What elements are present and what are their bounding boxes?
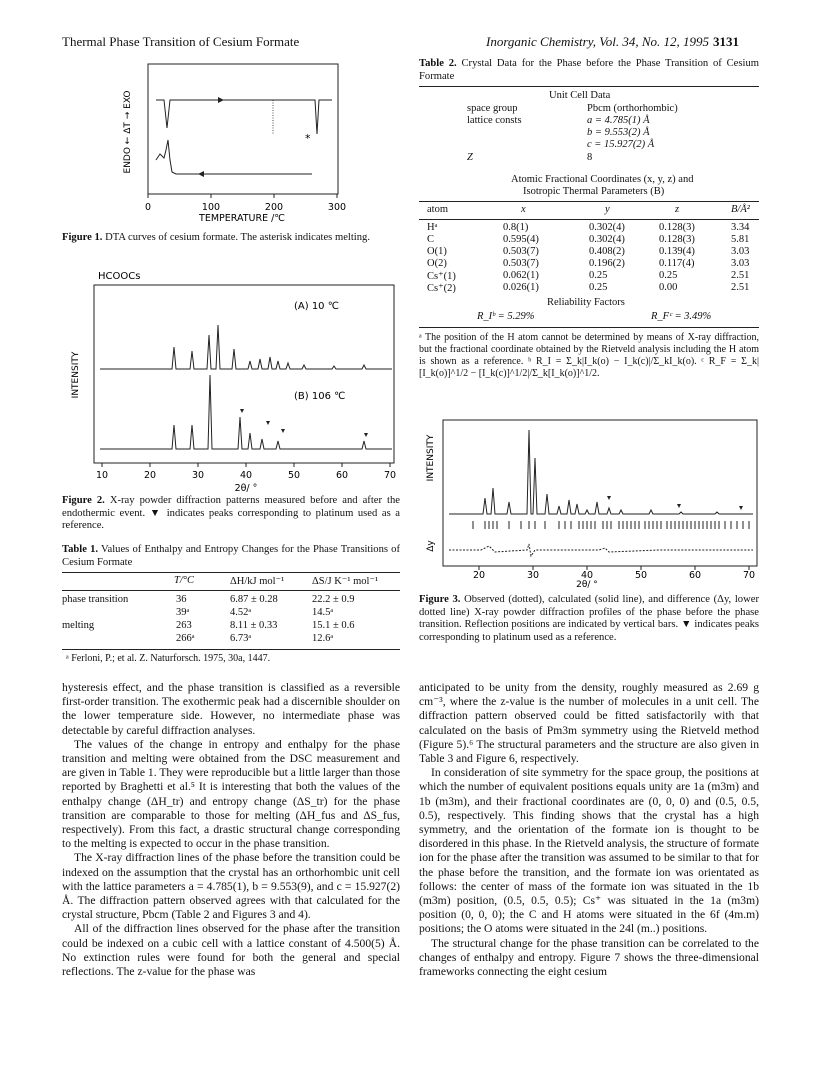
lattice-b: b = 9.553(2) Å bbox=[587, 127, 650, 138]
fig3-tick-20: 20 bbox=[472, 570, 486, 581]
right-column-body bbox=[419, 681, 759, 979]
table1-cell: 266ᵃ bbox=[176, 633, 195, 644]
journal-name: Inorganic Chemistry, Vol. 34, No. 12, 1995 bbox=[486, 34, 710, 49]
table2 bbox=[419, 86, 759, 416]
z-value: 8 bbox=[587, 152, 593, 163]
fig2-tick-40: 40 bbox=[239, 470, 253, 481]
reflection-bars bbox=[473, 521, 749, 529]
table2-row: Hᵃ 0.8(1) 0.302(4) 0.128(3) 3.34 bbox=[427, 222, 750, 233]
table2-row: Cs⁺(1) 0.062(1) 0.25 0.25 2.51 bbox=[427, 270, 750, 282]
fig1-tick-0: 0 bbox=[144, 202, 152, 213]
table1 bbox=[62, 570, 400, 670]
table1-cell: 36 bbox=[176, 594, 187, 605]
fig1-ylabel: ENDO ← ΔT → EXO bbox=[123, 90, 133, 174]
fig3-tick-50: 50 bbox=[634, 570, 648, 581]
fig2-compound-label: HCOOCs bbox=[98, 271, 141, 282]
fig3-xlabel: 2θ/ ° bbox=[576, 580, 598, 588]
asterisk-marker: * bbox=[305, 132, 311, 145]
coords-heading-2: Isotropic Thermal Parameters (B) bbox=[523, 186, 665, 197]
r-i-value: R_Iᵇ = 5.29% bbox=[477, 311, 535, 322]
table1-row-label: melting bbox=[62, 620, 95, 631]
table2-row: O(2) 0.503(7) 0.196(2) 0.117(4) 3.03 bbox=[427, 258, 750, 269]
journal-citation bbox=[486, 34, 739, 50]
table1-cell: 4.52ᵃ bbox=[230, 607, 252, 618]
difference-curve bbox=[449, 544, 753, 556]
table2-footnote: ᵃ The position of the H atom cannot be determined by means of X-ray diffraction, but the fractional coordinate obtained by the Rietveld analysis including the H atom is shown as a reference. ᵇ R_I = Σ_k|I_k(o) − I_k(c)|/Σ_kI_k(o). ᶜ R_F = Σ_k|[I_k(o)]^1/2 − [I_k(c)]^1/2|/Σ_k[I_k(o)]^1/2. bbox=[419, 332, 759, 379]
paragraph: hysteresis effect, and the phase transition is classified as a reversible first-order transition. The exothermic peak had a discernible shoulder on the lower temperature side. However, no intermediate phase was detectable by careful diffraction analyses. bbox=[62, 681, 400, 737]
fig3-tick-40: 40 bbox=[580, 570, 594, 581]
fig1-tick-300: 300 bbox=[327, 202, 347, 213]
fig2-ylabel: INTENSITY bbox=[71, 351, 81, 399]
coords-heading-1: Atomic Fractional Coordinates (x, y, z) and bbox=[511, 174, 694, 185]
figure2-xrd-plot bbox=[62, 265, 400, 495]
space-group-label: space group bbox=[467, 103, 518, 114]
dta-cooling-curve bbox=[156, 140, 312, 174]
table2-header-atom: atom bbox=[427, 204, 448, 215]
fig3-tick-60: 60 bbox=[688, 570, 702, 581]
paragraph: The X-ray diffraction lines of the phase before the transition could be indexed on the assumption that the crystal has an orthorhombic unit cell with the lattice parameters a = 4.785(1), b = 9.553(9), and c = 15.927(2) Å. The diffraction pattern observed agrees with that calculated for the crystal structure, Pbcm (Table 2 and Figures 3 and 4). bbox=[62, 851, 400, 922]
paragraph: anticipated to be unity from the density, roughly measured as 2.69 g cm⁻³, where the z-value is the number of molecules in a unit cell. The diffraction pattern observed could be fitted satisfactorily with that calculated on the basis of Pm3m symmetry using the Rietveld method (Figure 5).⁶ The structural parameters and the structure are also given in Table 3 and Figure 6, respectively. bbox=[419, 681, 759, 766]
figure2-frame bbox=[94, 285, 394, 463]
arrow-right-icon bbox=[218, 97, 224, 103]
reliability-heading: Reliability Factors bbox=[547, 297, 625, 308]
table1-cell: 6.87 ± 0.28 bbox=[230, 594, 278, 605]
table2-header-x: x bbox=[521, 204, 526, 215]
space-group-value: Pbcm (orthorhombic) bbox=[587, 103, 678, 114]
fig2-tick-20: 20 bbox=[143, 470, 157, 481]
table1-footnote: ᵃ Ferloni, P.; et al. Z. Naturforsch. 1975, 30a, 1447. bbox=[66, 653, 271, 664]
table1-cell: 12.6ᵃ bbox=[312, 633, 334, 644]
pattern-b-trace bbox=[100, 375, 392, 449]
figure1-caption: Figure 1. DTA curves of cesium formate. The asterisk indicates melting. bbox=[62, 232, 370, 243]
figure1-dta-plot bbox=[100, 62, 360, 222]
lattice-label: lattice consts bbox=[467, 115, 522, 126]
table1-row-label: phase transition bbox=[62, 594, 129, 605]
fig3-tick-30: 30 bbox=[526, 570, 540, 581]
fig1-xlabel: TEMPERATURE /℃ bbox=[199, 213, 285, 222]
paragraph: In consideration of site symmetry for the space group, the positions at which the number of equivalent positions equals unity are 1a (m3m) and 1b (m3m), and their fractional coordinates are (0, 0, 0) and (0.5, 0.5, 0.5), respectively. This finding shows that the crystal has a high symmetry, and the orientation of the formate ion is thought to be disordered in this phase. In the Rietveld analysis, the structure of formate ion for the phase after the transition was assumed to be similar to that for the phase before the transition, and the formate ion was orientated as follows: the center of mass of the formate ion was situated in the 1b (m3m) position, (0.5, 0.5, 0.5); Cs⁺ was situated in the 1a (m3m) position (0, 0, 0); the C and H atoms were situated in the 6f (4m.m) positions; the O atoms were situated in the 24l (m..) positions. bbox=[419, 766, 759, 936]
fig2-label-a: (A) 10 ℃ bbox=[294, 301, 339, 312]
table1-title: Table 1. Values of Enthalpy and Entropy Changes for the Phase Transitions of Cesium Formate bbox=[62, 544, 400, 568]
table2-row: C 0.595(4) 0.302(4) 0.128(3) 5.81 bbox=[427, 234, 750, 245]
fig2-xlabel: 2θ/ ° bbox=[234, 483, 258, 494]
fig3-ylabel: INTENSITY bbox=[426, 434, 436, 482]
fig2-tick-10: 10 bbox=[95, 470, 109, 481]
table2-row: Cs⁺(2) 0.026(1) 0.25 0.00 2.51 bbox=[427, 282, 750, 294]
fig2-label-b: (B) 106 ℃ bbox=[294, 391, 346, 402]
table2-row: O(1) 0.503(7) 0.408(2) 0.139(4) 3.03 bbox=[427, 246, 750, 257]
pattern-a-trace bbox=[100, 325, 392, 369]
table1-cell: 39ᵃ bbox=[176, 607, 190, 618]
lattice-c: c = 15.927(2) Å bbox=[587, 139, 655, 150]
table1-cell: 8.11 ± 0.33 bbox=[230, 620, 278, 631]
fig2-tick-70: 70 bbox=[383, 470, 397, 481]
page-number: 3131 bbox=[713, 34, 740, 49]
fig2-tick-50: 50 bbox=[287, 470, 301, 481]
table2-header-y: y bbox=[605, 204, 610, 215]
figure3-rietveld-plot bbox=[419, 418, 759, 588]
table2-header-b: B/Å² bbox=[731, 204, 750, 215]
z-label: Z bbox=[467, 152, 473, 163]
table1-header-h: ΔH/kJ mol⁻¹ bbox=[230, 576, 285, 587]
fig3-tick-70: 70 bbox=[742, 570, 756, 581]
figure3-caption: Figure 3. Observed (dotted), calculated (solid line), and difference (Δy, lower dotted line) X-ray powder diffraction profiles of the phase before the phase transition. Reflection positions are indicated by vertical bars. ▼ indicates peaks corresponding to platinum used as a reference. bbox=[419, 594, 759, 643]
calculated-profile bbox=[449, 430, 753, 514]
running-title: Thermal Phase Transition of Cesium Formate bbox=[62, 34, 300, 49]
table2-title: Table 2. Crystal Data for the Phase before the Phase Transition of Cesium Formate bbox=[419, 58, 759, 82]
table1-header-s: ΔS/J K⁻¹ mol⁻¹ bbox=[312, 576, 379, 587]
lattice-a: a = 4.785(1) Å bbox=[587, 115, 650, 126]
figure2-caption: Figure 2. X-ray powder diffraction patterns measured before and after the endothermic event. ▼ indicates peaks corresponding to platinum used as a reference. bbox=[62, 495, 400, 532]
table1-cell: 263 bbox=[176, 620, 192, 631]
table1-header-t: T/°C bbox=[174, 575, 194, 586]
table1-cell: 6.73ᵃ bbox=[230, 633, 252, 644]
table1-cell: 14.5ᵃ bbox=[312, 607, 334, 618]
unit-cell-heading: Unit Cell Data bbox=[549, 90, 611, 101]
fig1-tick-200: 200 bbox=[264, 202, 284, 213]
table1-cell: 22.2 ± 0.9 bbox=[312, 594, 355, 605]
r-f-value: R_Fᶜ = 3.49% bbox=[651, 311, 712, 322]
fig1-tick-100: 100 bbox=[201, 202, 221, 213]
paragraph: All of the diffraction lines observed for the phase after the transition could be indexed on a cubic cell with a lattice constant of 4.500(5) Å. No extinction rules were found for both the general and special reflections. The z-value for the phase was bbox=[62, 922, 400, 979]
fig2-axis bbox=[102, 463, 390, 467]
fig3-delta-label: Δy bbox=[426, 540, 436, 552]
paragraph: The values of the change in entropy and enthalpy for the phase transition and melting were obtained from the DSC measurement and are given in Table 1. They were reproducible but a little larger than those reported by Braghetti et al.⁵ It is interesting that both the values of the enthalpy change (ΔH_tr) and entropy change (ΔS_tr) for the phase transition are comparable to those for melting (ΔH_fus and ΔS_fus, respectively). From this fact, a drastic structural change corresponding to the melting is expected to occur in the phase transition. bbox=[62, 737, 400, 851]
paragraph: The structural change for the phase transition can be correlated to the changes of enthalpy and entropy. Figure 7 shows the three-dimensional frameworks connecting the eight cesium bbox=[419, 936, 759, 979]
table1-cell: 15.1 ± 0.6 bbox=[312, 620, 355, 631]
left-column-body bbox=[62, 681, 400, 979]
dta-heating-curve bbox=[156, 100, 332, 134]
fig2-tick-60: 60 bbox=[335, 470, 349, 481]
fig2-tick-30: 30 bbox=[191, 470, 205, 481]
arrow-left-icon bbox=[198, 171, 204, 177]
figure3-frame bbox=[443, 420, 757, 566]
table2-header-z: z bbox=[675, 204, 680, 215]
